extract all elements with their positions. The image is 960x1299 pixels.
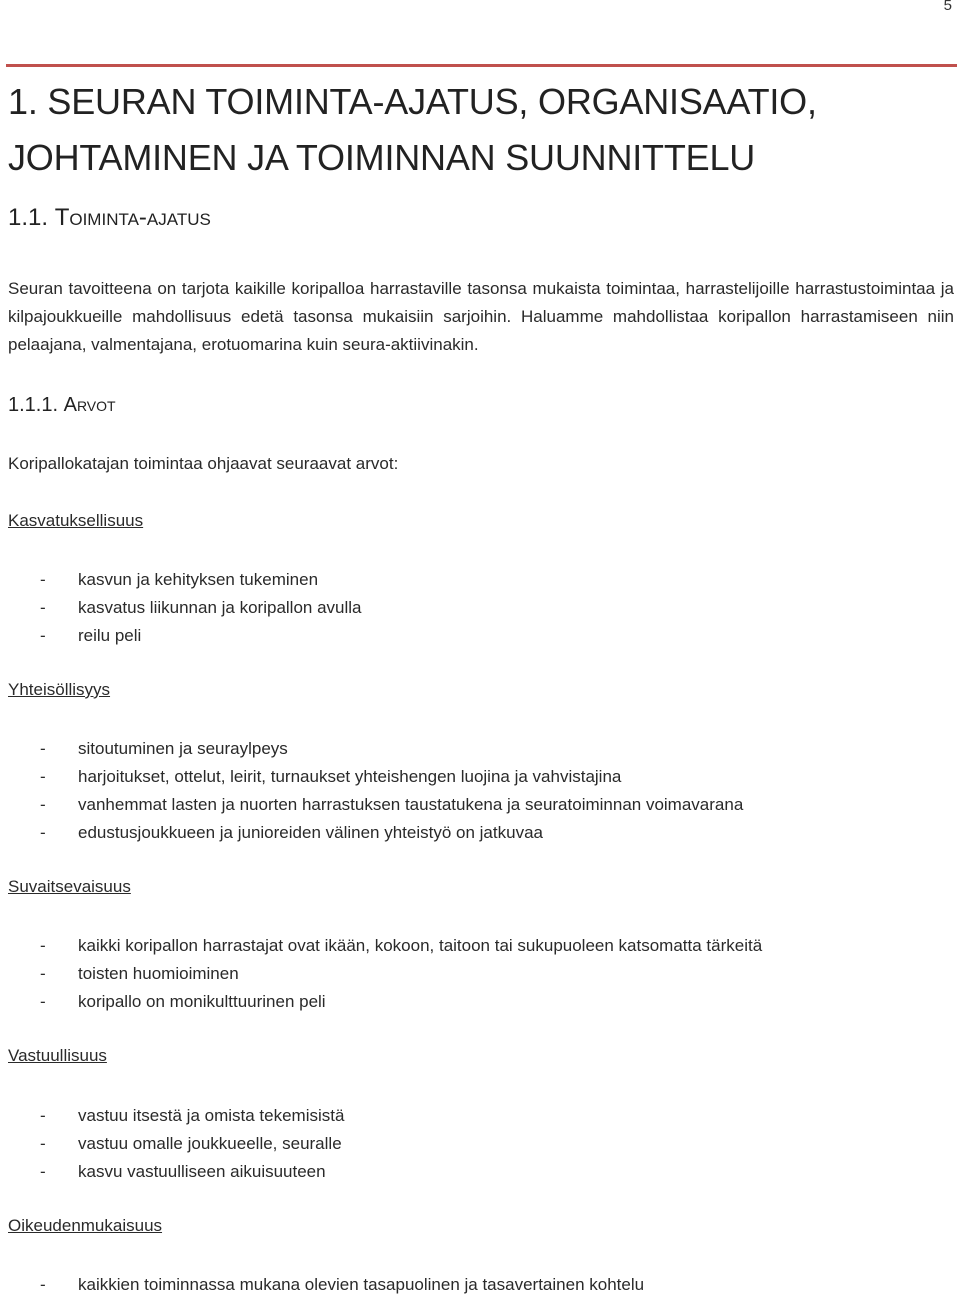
list-item: - vastuu itsestä ja omista tekemisistä [8, 1102, 344, 1130]
bullet-dash: - [40, 1162, 46, 1181]
bullet-dash: - [40, 598, 46, 617]
bullet-dash: - [40, 1275, 46, 1294]
section-heading-title: Toiminta-ajatus [54, 204, 211, 231]
bullet-dash: - [40, 570, 46, 589]
value-title-vastuullisuus: Vastuullisuus [8, 1046, 107, 1065]
chapter-heading-line-1: 1. SEURAN TOIMINTA-AJATUS, ORGANISAATIO, [8, 81, 817, 122]
chapter-heading-line-2: JOHTAMINEN JA TOIMINNAN SUUNNITTELU [8, 137, 756, 178]
subsection-heading [8, 394, 116, 417]
bullet-dash: - [40, 936, 46, 955]
chapter-heading [8, 74, 948, 186]
list-item: - kasvatus liikunnan ja koripallon avulla [8, 594, 362, 622]
list-item: - kasvu vastuulliseen aikuisuuteen [8, 1158, 344, 1186]
bullet-dash: - [40, 1134, 46, 1153]
subsection-heading-title: Arvot [63, 394, 116, 416]
bullet-dash: - [40, 992, 46, 1011]
value-list-vastuullisuus [8, 1102, 344, 1186]
value-title-oikeudenmukaisuus: Oikeudenmukaisuus [8, 1216, 163, 1235]
section-heading [8, 204, 211, 232]
list-item: - vastuu omalle joukkueelle, seuralle [8, 1130, 344, 1158]
values-intro: Koripallokatajan toimintaa ohjaavat seuraavat arvot: [8, 454, 399, 473]
list-item: - sitoutuminen ja seuraylpeys [8, 735, 743, 763]
list-item: - kaikkien toiminnassa mukana olevien tasapuolinen ja tasavertainen kohtelu [8, 1271, 644, 1299]
list-item: - kaikki koripallon harrastajat ovat ikään, kokoon, taitoon tai sukupuoleen katsomatta tärkeitä [8, 932, 762, 960]
intro-paragraph: Seuran tavoitteena on tarjota kaikille koripalloa harrastaville tasonsa mukaista toimintaa, harrastelijoille harrastustoimintaa ja kilpajoukkueille mahdollisuus edetä tasonsa mukaisiin sarjoihin. Haluamme mahdollistaa koripallon harrastamiseen niin pelaajana, valmentajana, erotuomarina kuin seura-aktiivinakin. [8, 279, 954, 354]
bullet-dash: - [40, 767, 46, 786]
list-item: - vanhemmat lasten ja nuorten harrastuksen taustatukena ja seuratoiminnan voimavarana [8, 791, 743, 819]
list-item: - reilu peli [8, 622, 362, 650]
list-item: - harjoitukset, ottelut, leirit, turnaukset yhteishengen luojina ja vahvistajina [8, 763, 743, 791]
list-item: - edustusjoukkueen ja junioreiden välinen yhteistyö on jatkuvaa [8, 819, 743, 847]
value-title-kasvatuksellisuus: Kasvatuksellisuus [8, 511, 144, 530]
list-item: - kasvun ja kehityksen tukeminen [8, 566, 362, 594]
bullet-dash: - [40, 739, 46, 758]
value-list-yhteisollisyys [8, 735, 743, 847]
value-title-suvaitsevaisuus: Suvaitsevaisuus [8, 877, 131, 896]
value-list-oikeudenmukaisuus [8, 1271, 644, 1299]
list-item: - toisten huomioiminen [8, 960, 762, 988]
list-item: - koripallo on monikulttuurinen peli [8, 988, 762, 1016]
value-list-kasvatuksellisuus [8, 566, 362, 650]
subsection-heading-number: 1.1.1. [8, 394, 64, 416]
bullet-dash: - [40, 823, 46, 842]
page-number: 5 [943, 0, 952, 14]
section-heading-number: 1.1. [8, 204, 55, 231]
value-title-yhteisollisyys: Yhteisöllisyys [8, 680, 111, 699]
bullet-dash: - [40, 795, 46, 814]
bullet-dash: - [40, 1106, 46, 1125]
bullet-dash: - [40, 964, 46, 983]
heading-rule [6, 64, 957, 67]
bullet-dash: - [40, 626, 46, 645]
value-list-suvaitsevaisuus [8, 932, 762, 1016]
